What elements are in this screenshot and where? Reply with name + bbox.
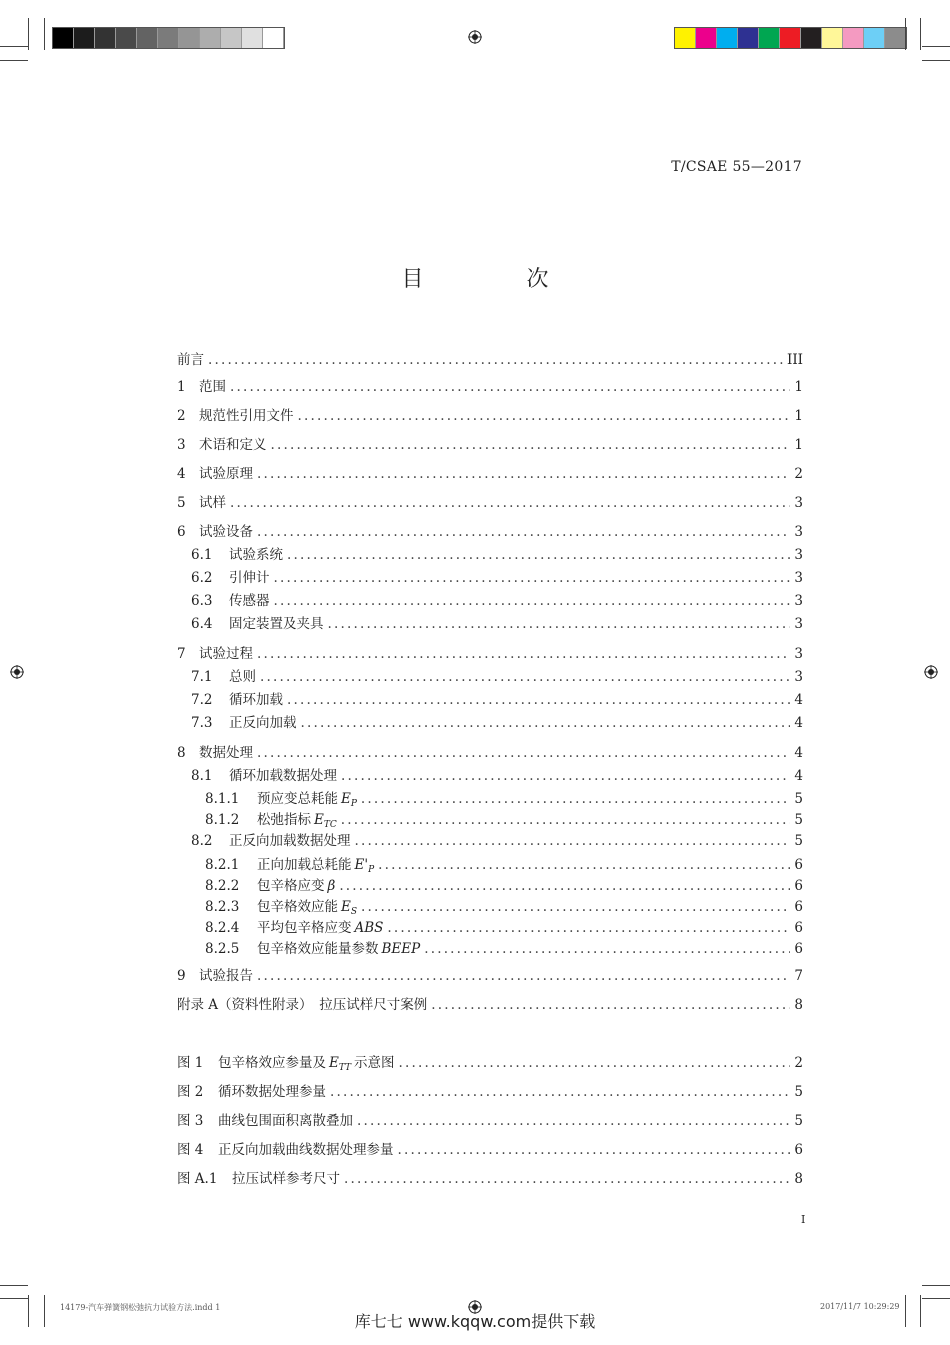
toc-entry[interactable] bbox=[191, 545, 803, 565]
dot-leader bbox=[361, 789, 790, 809]
dot-leader bbox=[260, 667, 790, 687]
entry-title-text: 数据处理 bbox=[199, 745, 253, 761]
entry-page-number: 3 bbox=[794, 616, 803, 632]
entry-page-number: 3 bbox=[794, 524, 803, 540]
figure-entry[interactable] bbox=[177, 1169, 803, 1189]
toc-entry[interactable] bbox=[205, 876, 803, 896]
entry-title-text: 引伸计 bbox=[229, 570, 270, 586]
entry-symbol: E bbox=[341, 899, 351, 915]
color-swatch bbox=[885, 28, 906, 48]
entry-number: 7 bbox=[177, 646, 186, 662]
entry-title bbox=[257, 918, 383, 938]
entry-page-number: III bbox=[787, 352, 803, 368]
dot-leader bbox=[271, 435, 791, 455]
entry-page-number: 6 bbox=[794, 920, 803, 936]
toc-entry[interactable] bbox=[177, 464, 803, 484]
entry-page-number: 3 bbox=[794, 593, 803, 609]
dot-leader bbox=[230, 377, 790, 397]
entry-symbol: BEEP bbox=[381, 941, 421, 957]
entry-symbol-subscript: S bbox=[350, 907, 358, 917]
entry-title bbox=[199, 743, 253, 763]
registration-mark-icon bbox=[10, 665, 24, 679]
entry-number: 8.1.1 bbox=[205, 791, 240, 807]
gray-swatch bbox=[137, 28, 158, 48]
toc-entry[interactable] bbox=[191, 568, 803, 588]
entry-page-number: 2 bbox=[794, 466, 803, 482]
crop-mark bbox=[905, 18, 906, 50]
entry-title-text: 正反向加载曲线数据处理参量 bbox=[218, 1142, 394, 1158]
entry-number: 8.1 bbox=[191, 768, 213, 784]
color-calibration-bar bbox=[674, 27, 907, 49]
entry-title-text: 平均包辛格应变 bbox=[257, 920, 352, 936]
dot-leader bbox=[361, 897, 790, 917]
color-swatch bbox=[822, 28, 843, 48]
entry-title-text: 术语和定义 bbox=[199, 437, 267, 453]
entry-page-number: 6 bbox=[794, 941, 803, 957]
crop-mark bbox=[44, 18, 45, 50]
entry-number: 图 A.1 bbox=[177, 1171, 218, 1187]
entry-number: 8 bbox=[177, 745, 186, 761]
entry-title bbox=[229, 591, 270, 611]
registration-mark-icon bbox=[924, 665, 938, 679]
entry-title bbox=[229, 690, 283, 710]
entry-title-text: 包辛格效应参量及 bbox=[218, 1055, 326, 1071]
entry-number: 2 bbox=[177, 408, 186, 424]
dot-leader bbox=[328, 614, 791, 634]
gray-swatch bbox=[74, 28, 95, 48]
entry-symbol: E bbox=[329, 1055, 339, 1071]
registration-mark-icon bbox=[468, 30, 482, 44]
entry-title-text: 正反向加载数据处理 bbox=[229, 833, 351, 849]
dot-leader bbox=[287, 690, 790, 710]
standard-number: T/CSAE 55—2017 bbox=[671, 159, 802, 175]
entry-page-number: 8 bbox=[794, 1171, 803, 1187]
color-swatch bbox=[759, 28, 780, 48]
toc-entry[interactable] bbox=[191, 766, 803, 786]
dot-leader bbox=[257, 464, 790, 484]
entry-page-number: 1 bbox=[794, 437, 803, 453]
entry-page-number: 5 bbox=[794, 812, 803, 828]
entry-title bbox=[229, 667, 256, 687]
color-swatch bbox=[864, 28, 885, 48]
entry-title-text: 包辛格效应能 bbox=[257, 899, 338, 915]
entry-number: 图 1 bbox=[177, 1055, 204, 1071]
toc-entry[interactable] bbox=[177, 995, 803, 1015]
toc-entry[interactable] bbox=[177, 406, 803, 426]
entry-title bbox=[232, 1169, 340, 1189]
crop-mark bbox=[0, 46, 28, 47]
entry-title-text: 包辛格应变 bbox=[257, 878, 325, 894]
entry-page-number: 4 bbox=[794, 768, 803, 784]
entry-number: 8.2.4 bbox=[205, 920, 240, 936]
entry-title-text: 试验报告 bbox=[199, 968, 253, 984]
dot-leader bbox=[387, 918, 790, 938]
entry-title-text: 传感器 bbox=[229, 593, 270, 609]
entry-title-text: 规范性引用文件 bbox=[199, 408, 294, 424]
dot-leader bbox=[424, 939, 790, 959]
entry-page-number: 5 bbox=[794, 833, 803, 849]
entry-title-text: 循环数据处理参量 bbox=[218, 1084, 326, 1100]
dot-leader bbox=[257, 966, 790, 986]
entry-page-number: 3 bbox=[794, 547, 803, 563]
entry-number: 7.3 bbox=[191, 715, 213, 731]
entry-number: 7.1 bbox=[191, 669, 213, 685]
entry-title bbox=[218, 1140, 394, 1160]
entry-symbol: E bbox=[341, 791, 351, 807]
color-swatch bbox=[738, 28, 759, 48]
dot-leader bbox=[355, 831, 791, 851]
entry-title bbox=[177, 350, 204, 370]
entry-title-text: 正向加载总耗能 bbox=[257, 857, 352, 873]
entry-title bbox=[229, 545, 283, 565]
crop-mark bbox=[0, 60, 28, 61]
entry-number: 7.2 bbox=[191, 692, 213, 708]
entry-page-number: 4 bbox=[794, 715, 803, 731]
entry-symbol-subscript: TC bbox=[323, 820, 337, 830]
toc-entry[interactable] bbox=[205, 789, 803, 809]
entry-number: 9 bbox=[177, 968, 186, 984]
toc-entry[interactable] bbox=[177, 743, 803, 763]
dot-leader bbox=[378, 855, 790, 875]
entry-page-number: 6 bbox=[794, 1142, 803, 1158]
entry-symbol: E bbox=[314, 812, 324, 828]
color-swatch bbox=[696, 28, 717, 48]
dot-leader bbox=[287, 545, 790, 565]
entry-title-text: 拉压试样参考尺寸 bbox=[232, 1171, 340, 1187]
toc-entry[interactable] bbox=[191, 667, 803, 687]
entry-title-suffix: 示意图 bbox=[354, 1055, 395, 1071]
entry-title-text: 固定装置及夹具 bbox=[229, 616, 324, 632]
entry-symbol: ABS bbox=[354, 920, 384, 936]
entry-title bbox=[257, 876, 335, 896]
dot-leader bbox=[341, 766, 790, 786]
entry-number: 图 3 bbox=[177, 1113, 204, 1129]
toc-entry[interactable] bbox=[177, 644, 803, 664]
toc-entry[interactable] bbox=[205, 918, 803, 938]
entry-title bbox=[177, 995, 427, 1015]
dot-leader bbox=[274, 568, 791, 588]
entry-title bbox=[199, 377, 226, 397]
entry-title-text: 前言 bbox=[177, 352, 204, 368]
dot-leader bbox=[274, 591, 791, 611]
entry-title-text: 包辛格效应能量参数 bbox=[257, 941, 379, 957]
entry-title-text: 预应变总耗能 bbox=[257, 791, 338, 807]
entry-title bbox=[218, 1082, 326, 1102]
entry-title bbox=[199, 493, 226, 513]
toc-entry[interactable] bbox=[191, 614, 803, 634]
figure-entry[interactable] bbox=[177, 1140, 803, 1160]
grayscale-calibration-bar bbox=[52, 27, 285, 49]
entry-number: 8.2.5 bbox=[205, 941, 240, 957]
crop-mark bbox=[0, 1298, 28, 1299]
entry-title bbox=[218, 1053, 395, 1078]
entry-number: 8.2.2 bbox=[205, 878, 240, 894]
entry-number: 6.1 bbox=[191, 547, 213, 563]
entry-number: 4 bbox=[177, 466, 186, 482]
figure-entry[interactable] bbox=[177, 1082, 803, 1102]
entry-title bbox=[218, 1111, 353, 1131]
toc-entry[interactable] bbox=[177, 493, 803, 513]
entry-number: 8.1.2 bbox=[205, 812, 240, 828]
crop-mark bbox=[922, 60, 950, 61]
entry-symbol-subscript: P bbox=[368, 865, 375, 875]
dot-leader bbox=[357, 1111, 790, 1131]
toc-entry[interactable] bbox=[177, 435, 803, 455]
entry-page-number: 5 bbox=[794, 1113, 803, 1129]
entry-number: 3 bbox=[177, 437, 186, 453]
dot-leader bbox=[257, 743, 790, 763]
entry-page-number: 4 bbox=[794, 745, 803, 761]
entry-title bbox=[199, 464, 253, 484]
entry-title-text: 松弛指标 bbox=[257, 812, 311, 828]
toc-entry[interactable] bbox=[191, 831, 803, 851]
figure-entry[interactable] bbox=[177, 1111, 803, 1131]
entry-page-number: 5 bbox=[794, 1084, 803, 1100]
entry-title-text: 正反向加载 bbox=[229, 715, 297, 731]
color-swatch bbox=[801, 28, 822, 48]
dot-leader bbox=[344, 1169, 790, 1189]
toc-entry[interactable] bbox=[205, 897, 803, 917]
entry-number: 8.2 bbox=[191, 833, 213, 849]
toc-entry[interactable] bbox=[191, 591, 803, 611]
entry-title-text: 范围 bbox=[199, 379, 226, 395]
dot-leader bbox=[330, 1082, 790, 1102]
dot-leader bbox=[341, 810, 791, 830]
figure-entry[interactable] bbox=[177, 1053, 803, 1073]
entry-number: 6.3 bbox=[191, 593, 213, 609]
entry-page-number: 3 bbox=[794, 495, 803, 511]
entry-symbol: β bbox=[327, 878, 336, 894]
entry-page-number: 1 bbox=[794, 408, 803, 424]
toc-entry[interactable] bbox=[177, 350, 803, 370]
entry-title bbox=[199, 966, 253, 986]
entry-page-number: 6 bbox=[794, 857, 803, 873]
entry-title-text: 试样 bbox=[199, 495, 226, 511]
timestamp: 2017/11/7 10:29:29 bbox=[820, 1302, 900, 1311]
entry-page-number: 1 bbox=[794, 379, 803, 395]
toc-entry[interactable] bbox=[177, 522, 803, 542]
page-title: 目 次 bbox=[401, 267, 597, 292]
entry-title bbox=[229, 766, 337, 786]
entry-title bbox=[257, 939, 420, 959]
entry-title-text: 循环加载数据处理 bbox=[229, 768, 337, 784]
crop-mark bbox=[922, 46, 950, 47]
entry-symbol-subscript: TT bbox=[338, 1063, 352, 1073]
entry-title bbox=[229, 614, 324, 634]
entry-page-number: 2 bbox=[794, 1055, 803, 1071]
dot-leader bbox=[298, 406, 791, 426]
crop-mark bbox=[0, 1285, 28, 1286]
entry-page-number: 3 bbox=[794, 646, 803, 662]
toc-entry[interactable] bbox=[177, 966, 803, 986]
gray-swatch bbox=[95, 28, 116, 48]
entry-number: 图 4 bbox=[177, 1142, 204, 1158]
crop-mark bbox=[28, 18, 29, 50]
entry-page-number: 6 bbox=[794, 878, 803, 894]
watermark-text: 库七七 www.kqqw.com提供下载 bbox=[354, 1312, 596, 1331]
crop-mark bbox=[920, 18, 921, 50]
dot-leader bbox=[257, 522, 790, 542]
dot-leader bbox=[230, 493, 790, 513]
toc-entry[interactable] bbox=[205, 810, 803, 830]
color-swatch bbox=[843, 28, 864, 48]
entry-symbol: E' bbox=[354, 857, 369, 873]
gray-swatch bbox=[242, 28, 263, 48]
color-swatch bbox=[780, 28, 801, 48]
gray-swatch bbox=[116, 28, 137, 48]
entry-title bbox=[229, 831, 351, 851]
color-swatch bbox=[675, 28, 696, 48]
file-info: 14179-汽车弹簧钢松弛抗力试验方法.indd 1 bbox=[60, 1303, 221, 1312]
gray-swatch bbox=[179, 28, 200, 48]
crop-mark bbox=[922, 1298, 950, 1299]
entry-title bbox=[229, 568, 270, 588]
entry-title bbox=[229, 713, 297, 733]
crop-mark bbox=[922, 1285, 950, 1286]
entry-page-number: 8 bbox=[794, 997, 803, 1013]
entry-title-text: 总则 bbox=[229, 669, 256, 685]
entry-number: 8.2.3 bbox=[205, 899, 240, 915]
entry-title-text: 曲线包围面积离散叠加 bbox=[218, 1113, 353, 1129]
toc-entry[interactable] bbox=[205, 855, 803, 875]
entry-number: 8.2.1 bbox=[205, 857, 240, 873]
toc-entry[interactable] bbox=[191, 713, 803, 733]
dot-leader bbox=[257, 644, 790, 664]
entry-page-number: 5 bbox=[794, 791, 803, 807]
entry-title-text: 试验原理 bbox=[199, 466, 253, 482]
entry-title bbox=[199, 644, 253, 664]
entry-title bbox=[199, 435, 267, 455]
dot-leader bbox=[431, 995, 790, 1015]
dot-leader bbox=[398, 1140, 791, 1160]
entry-title bbox=[199, 522, 253, 542]
entry-title-text: 试验系统 bbox=[229, 547, 283, 563]
entry-title-text: 附录 A（资料性附录） 拉压试样尺寸案例 bbox=[177, 997, 428, 1013]
entry-page-number: 3 bbox=[794, 570, 803, 586]
gray-swatch bbox=[158, 28, 179, 48]
dot-leader bbox=[339, 876, 790, 896]
entry-title bbox=[199, 406, 294, 426]
entry-number: 6.4 bbox=[191, 616, 213, 632]
gray-swatch bbox=[221, 28, 242, 48]
entry-page-number: 4 bbox=[794, 692, 803, 708]
dot-leader bbox=[399, 1053, 791, 1073]
toc-entry[interactable] bbox=[177, 377, 803, 397]
gray-swatch bbox=[200, 28, 221, 48]
entry-number: 1 bbox=[177, 379, 186, 395]
entry-number: 图 2 bbox=[177, 1084, 204, 1100]
entry-title-text: 试验过程 bbox=[199, 646, 253, 662]
entry-number: 5 bbox=[177, 495, 186, 511]
entry-page-number: 7 bbox=[794, 968, 803, 984]
page-number: I bbox=[801, 1213, 806, 1226]
gray-swatch bbox=[263, 28, 284, 48]
entry-page-number: 6 bbox=[794, 899, 803, 915]
entry-symbol-subscript: P bbox=[350, 799, 357, 809]
toc-entry[interactable] bbox=[191, 690, 803, 710]
dot-leader bbox=[208, 350, 783, 370]
entry-page-number: 3 bbox=[794, 669, 803, 685]
color-swatch bbox=[717, 28, 738, 48]
entry-title-text: 试验设备 bbox=[199, 524, 253, 540]
entry-number: 6.2 bbox=[191, 570, 213, 586]
entry-number: 6 bbox=[177, 524, 186, 540]
entry-title-text: 循环加载 bbox=[229, 692, 283, 708]
dot-leader bbox=[301, 713, 791, 733]
toc-entry[interactable] bbox=[205, 939, 803, 959]
gray-swatch bbox=[53, 28, 74, 48]
